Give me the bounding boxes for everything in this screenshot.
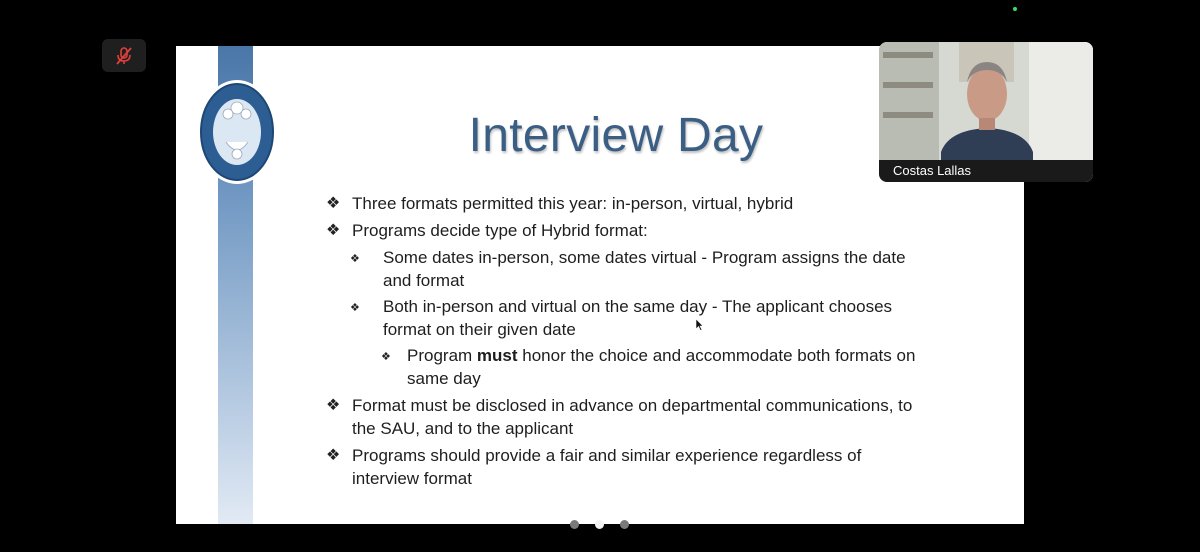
bullet-item [326,219,926,242]
diamond-bullet-icon: ❖ [326,447,341,464]
bullet-text: Some dates in-person, some dates virtual - Program assigns the date and format [383,248,906,290]
slide-title: Interview Day [468,109,764,162]
bullet-item [326,394,926,440]
mouse-cursor-icon [696,319,704,331]
presenter-name: Costas Lallas [879,160,1093,182]
diamond-bullet-icon: ❖ [350,253,360,265]
bullet-item [326,444,926,490]
bullet-item [326,192,926,215]
presenter-video-tile[interactable] [879,42,1093,182]
sub-sub-bullet-item [326,344,926,390]
slide-pagination [570,520,629,529]
bullet-text-bold: must [476,346,518,365]
bullet-text: Three formats permitted this year: in-person, virtual, hybrid [352,194,794,213]
page-dot[interactable] [620,520,629,529]
diamond-bullet-icon: ❖ [326,222,341,239]
diamond-bullet-icon: ❖ [381,351,391,363]
diamond-bullet-icon: ❖ [326,195,341,212]
sub-bullet-item [326,295,926,341]
status-indicator [1013,7,1017,11]
sub-bullet-item [326,246,926,292]
bullet-text: Programs should provide a fair and similar experience regardless of interview format [352,446,862,488]
mute-button[interactable] [102,39,146,72]
page-dot[interactable] [570,520,579,529]
bullet-text: Format must be disclosed in advance on departmental communications, to the SAU, and to the applicant [352,396,913,438]
diamond-bullet-icon: ❖ [350,302,360,314]
microphone-muted-icon [113,45,135,67]
bullet-text: Programs decide type of Hybrid format: [352,221,648,240]
bullet-text-before: Program [407,346,477,365]
sau-logo [196,78,278,186]
slide-bullet-list [326,192,926,494]
bullet-text: Both in-person and virtual on the same day - The applicant chooses format on their given date [383,297,893,339]
page-dot-active[interactable] [595,520,604,529]
bullet-text-after: honor the choice and accommodate both formats on same day [407,346,916,388]
diamond-bullet-icon: ❖ [326,397,341,414]
